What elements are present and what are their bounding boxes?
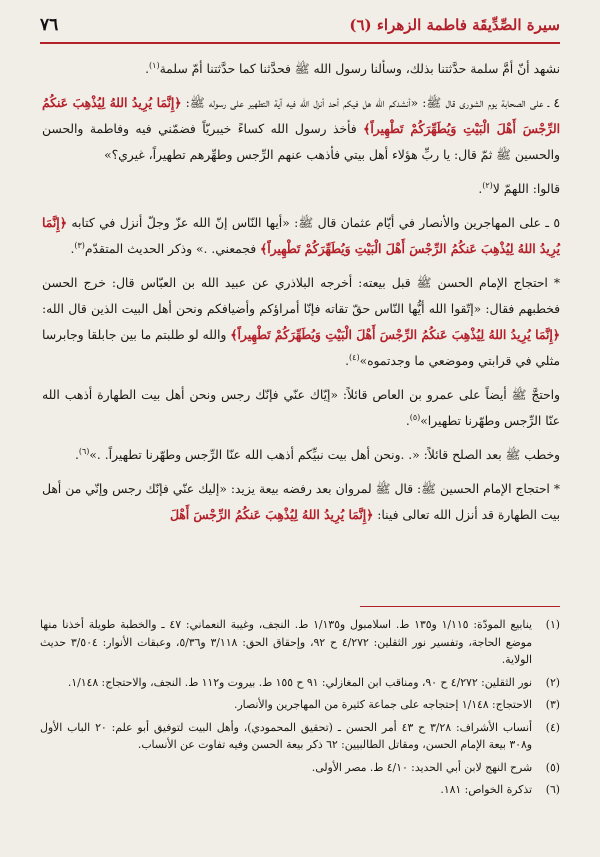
footnote-number: (٦) <box>545 783 560 796</box>
footnote-ref: (١) <box>149 60 160 70</box>
footnote-text: شرح النهج لابن أبي الحديد: ٤/١٠ ط. مصر الأولى. <box>311 760 532 774</box>
page-number: ٧٦ <box>40 15 59 35</box>
text-segment: . <box>74 448 79 462</box>
footnote-number: (٥) <box>545 760 560 774</box>
footnote-ref: (٢) <box>482 180 493 190</box>
footnote-number: (٣) <box>545 698 560 711</box>
footnote-number: (٤) <box>545 720 560 734</box>
main-text <box>42 56 560 536</box>
text-segment: ٥ ـ على المهاجرين والأنصار في أيّام عثمان قال ﷺ: «أيها النّاس إنّ الله عزّ وجلّ أنزل في كتابه <box>66 216 560 230</box>
footnote-number: (٢) <box>545 675 560 689</box>
text-segment: نشهد أنّ أمَّ سلمة حدَّثتنا بذلك، وسألنا رسول الله ﷺ فحدَّثنا كما حدَّثتنا أمّ سلمة <box>159 62 560 76</box>
text-segment: فأخذ رسول الله كساءً خيبريّاً فضمّني فيه وفاطمة والحسن والحسين ﷺ ثمّ قال: يا ربِّ هؤلاء أهل بيتي فأذهب عنهم الرِّجس وطهِّرهم تطهيراً، غيري؟» <box>42 122 560 162</box>
footnote-ref: (٤) <box>349 352 360 362</box>
footnote-ref: (٣) <box>74 240 85 250</box>
quran-verse: ﴿إِنَّمَا يُرِيدُ اللهُ لِيُذْهِبَ عَنكُمُ الرِّجْسَ أَهْلَ الْبَيْتِ وَيُطَهِّرَكُمْ تَطْهِيراً﴾ <box>42 95 560 136</box>
footnote-text: تذكرة الخواص: ١٨١. <box>440 783 532 796</box>
footnotes <box>40 616 560 804</box>
text-segment: * احتجاج الإمام الحسين ﷺ: قال ﷺ لمروان بعد رفضه بيعة يزيد: «إليك عنّي فإنّك رجس وإنّي من أهل بيت الطهارة قد أنزل الله تعالى فينا: <box>42 482 560 522</box>
footnote-number: (١) <box>545 618 560 631</box>
paragraph <box>42 90 560 168</box>
quran-verse: ﴿إِنَّمَا يُرِيدُ اللهُ لِيُذْهِبَ عَنكُمُ الرِّجْسَ أَهْلَ الْبَيْتِ وَيُطَهِّرَكُمْ تَطْهِيراً﴾ <box>230 327 561 342</box>
footnote <box>40 674 560 692</box>
paragraph <box>42 56 560 82</box>
paragraph <box>42 176 560 202</box>
paragraph <box>42 476 560 528</box>
footnote-ref: (٥) <box>409 412 421 422</box>
text-segment: . <box>70 242 75 256</box>
footnote <box>40 719 560 754</box>
paragraph <box>42 382 560 434</box>
footnote-separator <box>360 606 560 607</box>
text-segment: فجمعني. .» وذكر الحديث المتقدّم <box>84 242 260 256</box>
book-title: سيرة الصِّدِّيقَة فاطمة الزهراء (٦) <box>349 16 560 34</box>
running-header <box>40 14 560 44</box>
text-segment: وخطب ﷺ بعد الصلح قائلاً: «. .ونحن أهل بيت نبيِّكم أذهب الله عنّا الرِّجس وطهّرنا تطهيراً. .» <box>89 448 560 462</box>
text-segment: . <box>145 62 150 76</box>
footnote-text: نور الثقلين: ٤/٢٧٢ ح ٩٠، ومناقب ابن المغازلي: ٩١ ح ١٥٥ ط. بيروت و١١٢ ط. النجف، والاحتجاج: ١/١٤٨. <box>67 675 532 689</box>
text-segment: واحتجَّ ﷺ أيضاً على عمرو بن العاص قائلاً: «إيّاك عنّي فإنّك رجس ونحن أهل بيت الطهارة أذهب الله عنّا الرِّجس وطهّرنا تطهيرا» <box>42 388 560 428</box>
paragraph <box>42 210 560 262</box>
text-segment: ٤ ـ على الصحابة يوم الشورى قال ﷺ: «أنشدكم الله هل فيكم أحد أنزل الله فيه آية التطهير على رسوله ﷺ: <box>181 96 560 110</box>
text-segment: قالوا: اللهمّ لا <box>492 182 560 196</box>
quran-verse: ﴿إِنَّمَا يُرِيدُ اللهُ لِيُذْهِبَ عَنكُمُ الرِّجْسَ أَهْلَ الْبَيْتِ وَيُطَهِّرَكُمْ تَطْهِيراً﴾ <box>42 215 560 256</box>
footnote <box>40 616 560 669</box>
text-segment: . <box>345 354 350 368</box>
footnote-text: الاحتجاج: ١/١٤٨ إحتجاجه على جماعة كثيرة من المهاجرين والأنصار. <box>234 698 532 711</box>
text-segment: . <box>478 182 483 196</box>
footnote <box>40 696 560 714</box>
text-segment: * احتجاج الإمام الحسن ﷺ قبل بيعته: أخرجه البلاذري عن عبيد الله بن العبّاس قال: خرج الحسن فخطبهم فقال: «إتّقوا الله أيُّها النّاس حقّ تقاته فإنّا أمراؤكم وأضيافكم ونحن أهل البيت الذين قال الله: <box>42 276 560 316</box>
footnote-ref: (٦) <box>78 446 90 456</box>
text-segment: والله لو طلبتم ما بين جابلقا وجابرسا مثلي في قرابتي وموضعي ما وجدتموه» <box>42 328 560 368</box>
footnote-text: ينابيع المودّة: ١/١١٥ و١٣٥ ط. اسلامبول و١/١٣٥ ط. النجف، وغيبة النعماني: ٤٧ ـ والخطبة طويلة أخذنا منها موضع الحاجة، وتفسير نور الثقلين: ٤/٢٧٢ ح ٩٢، وإحقاق الحق: ٣/١١٨ و٥/٣٦، وعبقات الأنوار: ٣/٥٠٤ حديث الولاية. <box>40 618 532 666</box>
footnote <box>40 759 560 777</box>
paragraph <box>42 270 560 374</box>
footnote-text: أنساب الأشراف: ٣/٢٨ ح ٤٣ أمر الحسن ـ (تحقيق المحمودي)، وأهل البيت لتوفيق أبو علم: ٢٠ الباب الأول و٣٠٨ بيعة الإمام الحسن، ومقاتل الطالبيين: ٦٢ ذكر بيعة الحسن وفيه تفاوت عن الأنساب. <box>40 720 532 751</box>
footnote <box>40 781 560 799</box>
paragraph <box>42 442 560 468</box>
text-segment: . <box>405 414 410 428</box>
quran-verse: ﴿إِنَّمَا يُرِيدُ اللهُ لِيُذْهِبَ عَنكُمُ الرِّجْسَ أَهْلَ <box>169 507 374 522</box>
